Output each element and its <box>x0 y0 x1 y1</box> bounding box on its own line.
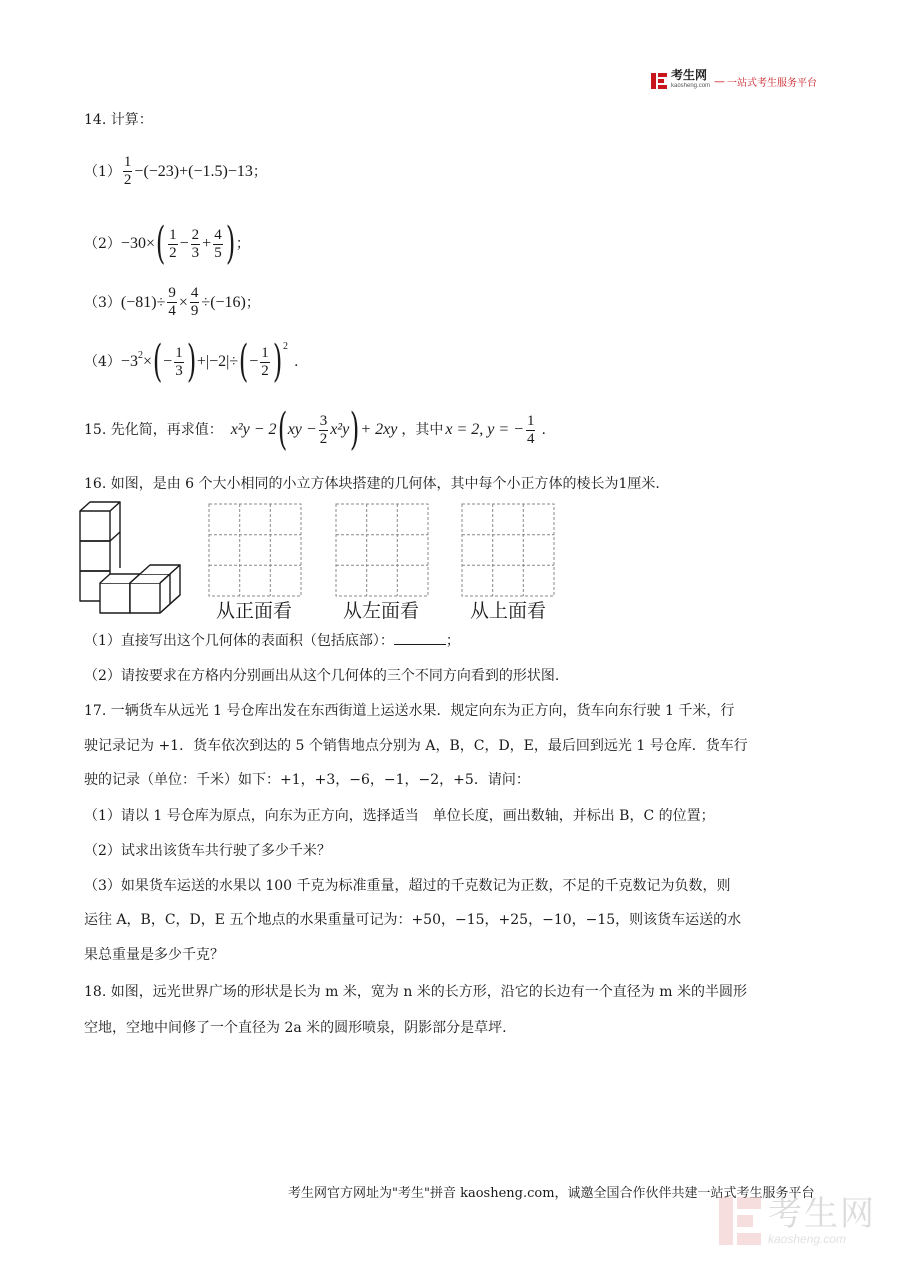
watermark-domain: kaosheng.com <box>768 1232 847 1246</box>
q14-part2: （2） −30× ( $\frac{1}{2}$ − $\frac{2}{3}$ + $\frac{4}{5}$ ) ； <box>84 218 250 269</box>
q17-part2: （2）试求出该货车共行驶了多少千米？ <box>84 843 331 859</box>
view-label-front: 从正面看 <box>216 600 293 622</box>
q18-line1: 18. 如图，远光世界广场的形状是长为 m 米，宽为 n 米的长方形，沿它的长边有一个直径为 m 米的半圆形 <box>84 984 747 1000</box>
answer-blank <box>394 630 446 645</box>
q17-part3-line2: 运往 A，B，C，D，E 五个地点的水果重量可记为：+50，−15，+25，−10，−15，则该货车运送的水 <box>84 912 742 928</box>
footer-note: 考生网官方网址为"考生"拼音 kaosheng.com，诚邀全国合作伙伴共建一站式考生服务平台 <box>288 1186 815 1201</box>
q14-part1: （1） $\frac{1}{2}$ −(−23)+(−1.5)−13 ； <box>84 154 267 188</box>
watermark-brand: 考生网 <box>768 1195 876 1233</box>
q17-part3-line3: 果总重量是多少千克？ <box>84 947 224 963</box>
q17-part1: （1）请以 1 号仓库为原点，向东为正方向，选择适当 单位长度，画出数轴，并标出 B，C 的位置； <box>84 808 715 824</box>
header-slogan: 一站式考生服务平台 <box>727 77 818 89</box>
q17-line1: 17. 一辆货车从远光 1 号仓库出发在东西街道上运送水果．规定向东为正方向，货车向东行驶 1 千米，行 <box>84 703 735 719</box>
q14-part3: （3） (−81)÷ $\frac{9}{4}$ × $\frac{4}{9}$ ÷(−16) ； <box>84 285 260 319</box>
q18-line2: 空地，空地中间修了一个直径为 2a 米的圆形喷泉，阴影部分是草坪. <box>84 1020 507 1036</box>
q17-part3-line1: （3）如果货车运送的水果以 100 千克为标准重量，超过的千克数记为正数，不足的千克数记为负数，则 <box>84 878 731 894</box>
kaosheng-logo-icon <box>650 72 668 90</box>
q16-title: 16. 如图，是由 6 个大小相同的小立方体块搭建的几何体，其中每个小正方体的棱长为1厘米. <box>84 476 660 492</box>
q17-line3: 驶的记录（单位：千米）如下：+1，+3，−6，−1，−2，+5．请问： <box>84 772 530 788</box>
watermark-logo-icon <box>718 1196 762 1246</box>
q17-line2: 驶记录记为 +1．货车依次到达的 5 个销售地点分别为 A，B，C，D，E，最后回到远光 1 号仓库．货车行 <box>84 738 748 754</box>
header-domain: kaosheng.com <box>671 83 711 89</box>
q14-title: 14. 计算： <box>84 112 153 128</box>
grid-top-view <box>461 503 555 597</box>
cube-figure <box>78 500 182 615</box>
watermark <box>718 1196 876 1246</box>
header-logo: 考生网 kaosheng.com — 一站式考生服务平台 <box>650 70 817 92</box>
view-label-top: 从上面看 <box>470 600 547 622</box>
grid-left-view <box>335 503 429 597</box>
grid-front-view <box>208 503 302 597</box>
q16-part2: （2）请按要求在方格内分别画出从这个几何体的三个不同方向看到的形状图. <box>84 668 560 684</box>
q14-part4: （4） −3 $^2$ × ( − $\frac{1}{3}$ ) +|−2|÷ ( − $\frac{1}{2}$ ) $^2$ . <box>84 336 299 387</box>
view-label-left: 从左面看 <box>343 600 420 622</box>
q15: 15. 先化简，再求值： x²y − 2 ( xy − $\frac{3}{2}$ x²y ) + 2xy ，其中 x = 2, y = − $\frac{1}{4}$ . <box>84 404 546 455</box>
q16-part1: （1）直接写出这个几何体的表面积（包括底部）： ； <box>84 630 460 651</box>
header-brand: 考生网 <box>671 68 708 82</box>
